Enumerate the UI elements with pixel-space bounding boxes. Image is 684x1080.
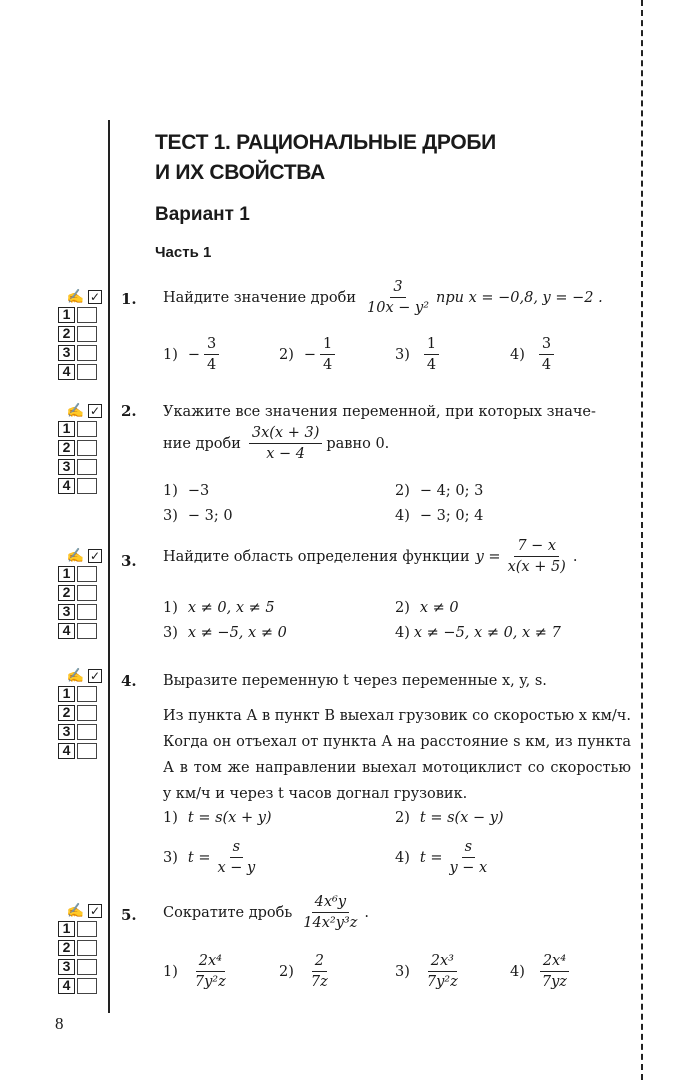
question-number: 2. <box>121 402 137 420</box>
answer-cell[interactable] <box>77 705 97 721</box>
numerator: s <box>230 838 243 858</box>
numerator: s <box>462 838 475 858</box>
option-1[interactable] <box>163 810 272 826</box>
denominator: 4 <box>207 357 217 373</box>
answer-cell[interactable] <box>77 478 97 494</box>
denominator: 7yz <box>541 974 567 990</box>
numerator: 2x⁴ <box>540 952 569 972</box>
option-label: 2) <box>395 483 410 499</box>
page-number: 8 <box>55 1014 64 1033</box>
answer-number: 4 <box>58 623 75 639</box>
fraction <box>204 335 219 374</box>
part-heading: Часть 1 <box>155 244 212 261</box>
lhs: t = <box>419 849 443 866</box>
numerator: 3 <box>539 335 554 355</box>
option-4[interactable] <box>395 508 483 524</box>
text: равно 0. <box>326 435 390 452</box>
answer-cell[interactable] <box>77 364 97 380</box>
pencil-icon: ✍ <box>66 289 84 305</box>
fraction <box>505 537 569 576</box>
option-value: x ≠ −5, x ≠ 0 <box>187 625 287 641</box>
option-label: 3) <box>163 625 178 641</box>
option-label: 1) <box>163 963 178 980</box>
question-text: Выразите переменную t через переменные x, y, s. <box>163 673 547 689</box>
option-2[interactable] <box>395 810 504 826</box>
option-label: 2) <box>279 346 294 363</box>
answer-box-q5 <box>58 903 102 997</box>
option-value: − 3; 0; 4 <box>419 508 484 524</box>
answer-number: 3 <box>58 345 75 361</box>
answer-cell[interactable] <box>77 345 97 361</box>
text: . <box>364 904 369 921</box>
fraction <box>214 838 258 877</box>
option-label: 4) <box>395 849 410 866</box>
question-text <box>163 537 577 576</box>
checkbox-icon: ✓ <box>89 549 101 563</box>
answer-cell[interactable] <box>77 623 97 639</box>
option-label: 2) <box>395 600 410 616</box>
fraction <box>320 335 335 374</box>
answer-cell[interactable] <box>77 724 97 740</box>
answer-number: 2 <box>58 585 75 601</box>
answer-number: 1 <box>58 686 75 702</box>
pencil-icon: ✍ <box>66 548 84 564</box>
option-4[interactable] <box>395 838 494 877</box>
checkbox-icon: ✓ <box>89 404 101 418</box>
option-label: 4) <box>510 963 525 980</box>
numerator: 2x³ <box>428 952 457 972</box>
denominator: 7y²z <box>194 974 226 990</box>
answer-box-q3 <box>58 548 102 642</box>
lhs: y = <box>475 548 501 565</box>
answer-number: 2 <box>58 326 75 342</box>
option-value: −3 <box>187 483 210 499</box>
margin-rule <box>108 120 110 1013</box>
numerator: 1 <box>424 335 439 355</box>
fraction <box>308 952 331 991</box>
text: ние дроби <box>163 435 241 452</box>
pencil-icon: ✍ <box>66 403 84 419</box>
cut-line <box>641 0 643 1080</box>
option-4[interactable] <box>395 625 561 641</box>
option-4[interactable] <box>510 335 558 374</box>
answer-cell[interactable] <box>77 440 97 456</box>
answer-number: 4 <box>58 364 75 380</box>
answer-cell[interactable] <box>77 585 97 601</box>
pencil-icon: ✍ <box>66 668 84 684</box>
fraction <box>192 952 229 991</box>
question-text <box>163 278 603 317</box>
question-text: Укажите все значения переменной, при которых значе- <box>163 404 596 420</box>
option-label: 1) <box>163 810 178 826</box>
problem-paragraph: Из пункта А в пункт В выехал грузовик со скоростью x км/ч. Когда он отъехал от пункта А на расстояние s км, из пункта А в том же направлении выехал мотоциклист со скоростью y км/ч и через t часов догнал грузовик. <box>163 708 631 802</box>
denominator: 4 <box>323 357 333 373</box>
answer-number: 2 <box>58 705 75 721</box>
answer-number: 1 <box>58 421 75 437</box>
option-label: 4) <box>395 625 410 641</box>
denominator: x − y <box>217 860 256 876</box>
question-text <box>163 893 369 932</box>
fraction <box>300 893 360 932</box>
fraction <box>364 278 432 317</box>
option-label: 4) <box>510 346 525 363</box>
numerator: 4x⁶y <box>312 893 349 913</box>
numerator: 2x⁴ <box>196 952 225 972</box>
numerator: 1 <box>320 335 335 355</box>
answer-number: 2 <box>58 440 75 456</box>
option-3[interactable] <box>163 625 287 641</box>
answer-box-q1 <box>58 289 102 383</box>
checkbox-icon: ✓ <box>89 290 101 304</box>
option-3[interactable] <box>163 508 233 524</box>
sign: − <box>187 346 201 363</box>
denominator: 4 <box>426 357 437 373</box>
fraction <box>446 838 490 877</box>
option-label: 2) <box>395 810 410 826</box>
answer-cell[interactable] <box>77 921 97 937</box>
sign: − <box>303 346 317 363</box>
answer-number: 1 <box>58 566 75 582</box>
option-label: 1) <box>163 483 178 499</box>
denominator: 7y²z <box>426 974 458 990</box>
answer-cell[interactable] <box>77 686 97 702</box>
denominator: 4 <box>541 357 552 373</box>
checkbox-icon: ✓ <box>89 669 101 683</box>
question-number: 5. <box>121 906 137 924</box>
option-3[interactable] <box>395 952 465 991</box>
question-number: 1. <box>121 290 137 308</box>
numerator: 3 <box>390 278 405 298</box>
denominator: x(x + 5) <box>507 559 566 575</box>
option-value: − 3; 0 <box>187 508 233 524</box>
option-label: 3) <box>163 849 178 866</box>
denominator: 14x²y³z <box>303 915 358 931</box>
answer-cell[interactable] <box>77 604 97 620</box>
option-label: 3) <box>395 963 410 980</box>
text: Сократите дробь <box>163 904 293 921</box>
title-line-1: ТЕСТ 1. РАЦИОНАЛЬНЫЕ ДРОБИ <box>155 131 496 154</box>
option-1[interactable] <box>163 335 223 374</box>
answer-cell[interactable] <box>77 566 97 582</box>
text: Найдите область определения функции <box>163 548 470 565</box>
answer-number: 1 <box>58 307 75 323</box>
answer-number: 3 <box>58 604 75 620</box>
page-title <box>155 128 496 188</box>
fraction <box>249 424 323 463</box>
option-value: t = s(x + y) <box>187 810 272 826</box>
option-3[interactable] <box>395 335 443 374</box>
denominator: 7z <box>310 974 328 990</box>
answer-cell[interactable] <box>77 978 97 994</box>
answer-cell[interactable] <box>77 307 97 323</box>
fraction <box>539 952 570 991</box>
option-1[interactable] <box>163 483 209 499</box>
option-label: 3) <box>395 346 410 363</box>
pencil-icon: ✍ <box>66 903 84 919</box>
option-value: t = s(x − y) <box>419 810 504 826</box>
numerator: 7 − x <box>514 537 559 557</box>
numerator: 2 <box>312 952 327 972</box>
question-number: 3. <box>121 552 137 570</box>
text: . <box>572 548 578 565</box>
fraction <box>539 335 554 374</box>
answer-number: 2 <box>58 940 75 956</box>
question-number: 4. <box>121 672 137 690</box>
option-1[interactable] <box>163 600 275 616</box>
denominator: y − x <box>449 860 488 876</box>
answer-box-q2 <box>58 403 102 497</box>
option-3[interactable] <box>163 838 262 877</box>
title-line-2: И ИХ СВОЙСТВА <box>155 161 325 184</box>
fraction <box>424 335 439 374</box>
answer-cell[interactable] <box>77 940 97 956</box>
option-value: x ≠ 0 <box>419 600 459 616</box>
text: при x = −0,8, y = −2 . <box>436 289 603 306</box>
answer-number: 3 <box>58 724 75 740</box>
option-label: 4) <box>395 508 410 524</box>
option-2[interactable] <box>279 952 335 991</box>
denominator: 10x − y² <box>367 300 430 316</box>
option-2[interactable] <box>395 483 483 499</box>
option-4[interactable] <box>510 952 574 991</box>
question-text-line2 <box>163 424 389 463</box>
variant-heading: Вариант 1 <box>155 204 250 225</box>
denominator: x − 4 <box>266 446 305 462</box>
answer-cell[interactable] <box>77 743 97 759</box>
option-2[interactable] <box>395 600 459 616</box>
option-label: 3) <box>163 508 178 524</box>
checkbox-icon: ✓ <box>89 904 101 918</box>
answer-number: 4 <box>58 478 75 494</box>
option-1[interactable] <box>163 952 233 991</box>
answer-cell[interactable] <box>77 326 97 342</box>
answer-box-q4 <box>58 668 102 762</box>
option-value: x ≠ −5, x ≠ 0, x ≠ 7 <box>413 625 561 641</box>
answer-cell[interactable] <box>77 959 97 975</box>
fraction <box>424 952 461 991</box>
answer-number: 3 <box>58 959 75 975</box>
numerator: 3x(x + 3) <box>249 424 323 444</box>
answer-number: 1 <box>58 921 75 937</box>
lhs: t = <box>187 849 211 866</box>
answer-cell[interactable] <box>77 421 97 437</box>
numerator: 3 <box>204 335 219 355</box>
option-label: 2) <box>279 963 294 980</box>
answer-number: 4 <box>58 978 75 994</box>
text: Найдите значение дроби <box>163 289 356 306</box>
option-label: 1) <box>163 346 178 363</box>
option-value: − 4; 0; 3 <box>419 483 484 499</box>
option-2[interactable] <box>279 335 339 374</box>
answer-number: 4 <box>58 743 75 759</box>
answer-number: 3 <box>58 459 75 475</box>
answer-cell[interactable] <box>77 459 97 475</box>
option-label: 1) <box>163 600 178 616</box>
option-value: x ≠ 0, x ≠ 5 <box>187 600 275 616</box>
